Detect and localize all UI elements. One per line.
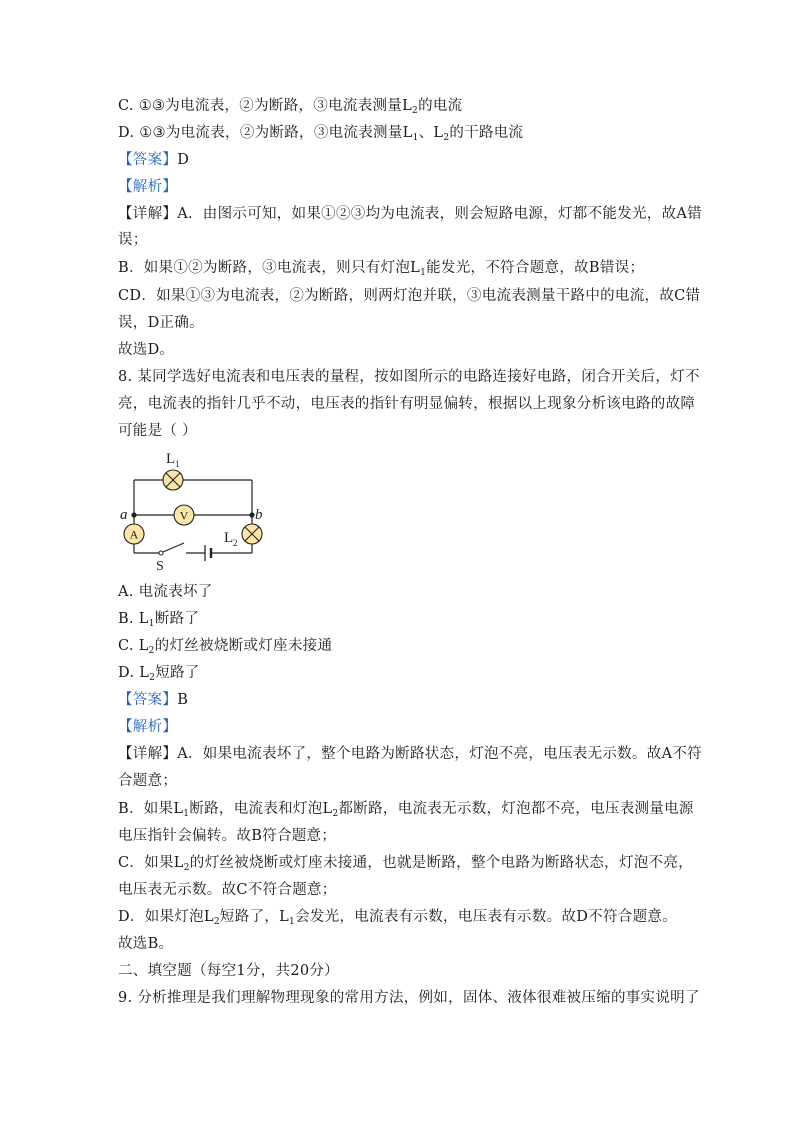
q7-detail-line-6: 故选D。 — [118, 342, 175, 358]
node-a-dot — [131, 512, 136, 517]
q8-option-a: A. 电流表坏了 — [118, 584, 213, 600]
l1-label: L — [166, 451, 176, 467]
q8-stem-line-3: 可能是（ ） — [118, 423, 197, 439]
lamp-l1-icon — [163, 470, 183, 490]
q8-option-d: D. $L_2$短路了 — [118, 665, 200, 683]
voltmeter-label: V — [179, 508, 189, 523]
l2-label: L — [224, 530, 234, 546]
q8-detail-line-4: 电压指针会偏转。故B符合题意； — [118, 828, 337, 844]
q8-option-b: B. $L_1$断路了 — [118, 611, 200, 629]
q8-analysis-tag: 【解析】 — [118, 719, 178, 735]
q7-detail-line-5: 误，D正确。 — [118, 315, 204, 331]
q8-detail-line-7: D．如果灯泡$L_2$短路了，$L_1$会发光，电流表有示数，电压表有示数。故D不符合题意。 — [118, 909, 677, 927]
q8-detail-line-6: 电压表无示数。故C不符合题意； — [118, 882, 337, 898]
q8-stem-line-2: 亮，电流表的指针几乎不动，电压表的指针有明显偏转，根据以上现象分析该电路的故障 — [118, 396, 696, 412]
q7-answer: 【答案】D — [118, 152, 190, 168]
q8-detail-line-8: 故选B。 — [118, 936, 174, 952]
section-2-title: 二、填空题（每空1分，共20分） — [118, 963, 339, 979]
q7-option-c: C. ①③为电流表，②为断路，③电流表测量$L_2$的电流 — [118, 98, 463, 116]
q7-detail-line-3: B．如果①②为断路，③电流表，则只有灯泡$L_1$能发光，不符合题意，故B错误； — [118, 260, 645, 278]
q8-stem-line-1: 8. 某同学选好电流表和电压表的量程，按如图所示的电路连接好电路，闭合开关后，灯不 — [118, 369, 700, 385]
q7-option-d: D. ①③为电流表，②为断路，③电流表测量$L_1$、$L_2$的干路电流 — [118, 125, 524, 143]
q8-detail-line-1: 【详解】A．如果电流表坏了，整个电路为断路状态，灯泡不亮，电压表无示数。故A不符 — [118, 746, 702, 762]
switch-contact — [159, 551, 163, 555]
q8-detail-line-3: B．如果$L_1$断路，电流表和灯泡$L_2$都断路，电流表无示数，灯泡都不亮，电压表测量电源 — [118, 801, 694, 819]
q7-detail-line-2: 误； — [118, 232, 148, 248]
q8-answer: 【答案】B — [118, 692, 189, 708]
l2-subscript: 2 — [233, 538, 238, 548]
node-b-label: b — [255, 507, 263, 523]
switch-label: S — [156, 559, 164, 574]
q8-detail-line-5: C．如果$L_2$的灯丝被烧断或灯座未接通，也就是断路，整个电路为断路状态，灯泡不亮， — [118, 855, 693, 873]
q7-analysis-tag: 【解析】 — [118, 179, 178, 195]
circuit-diagram — [116, 446, 276, 574]
q9-stem: 9. 分析推理是我们理解物理现象的常用方法，例如，固体、液体很难被压缩的事实说明了 — [118, 990, 700, 1006]
node-a-label: a — [120, 507, 128, 523]
node-b-dot — [249, 512, 254, 517]
q7-detail-line-4: CD．如果①③为电流表，②为断路，则两灯泡并联，③电流表测量干路中的电流，故C错 — [118, 288, 701, 304]
q8-option-c: C. $L_2$的灯丝被烧断或灯座未接通 — [118, 638, 333, 656]
ammeter-label: A — [129, 527, 139, 542]
lamp-l2-icon — [242, 524, 262, 544]
q7-detail-line-1: 【详解】A．由图示可知，如果①②③均为电流表，则会短路电源，灯都不能发光，故A错 — [118, 206, 702, 222]
q8-detail-line-2: 合题意； — [118, 773, 178, 789]
l1-subscript: 1 — [175, 459, 180, 469]
switch-blade — [163, 543, 184, 552]
